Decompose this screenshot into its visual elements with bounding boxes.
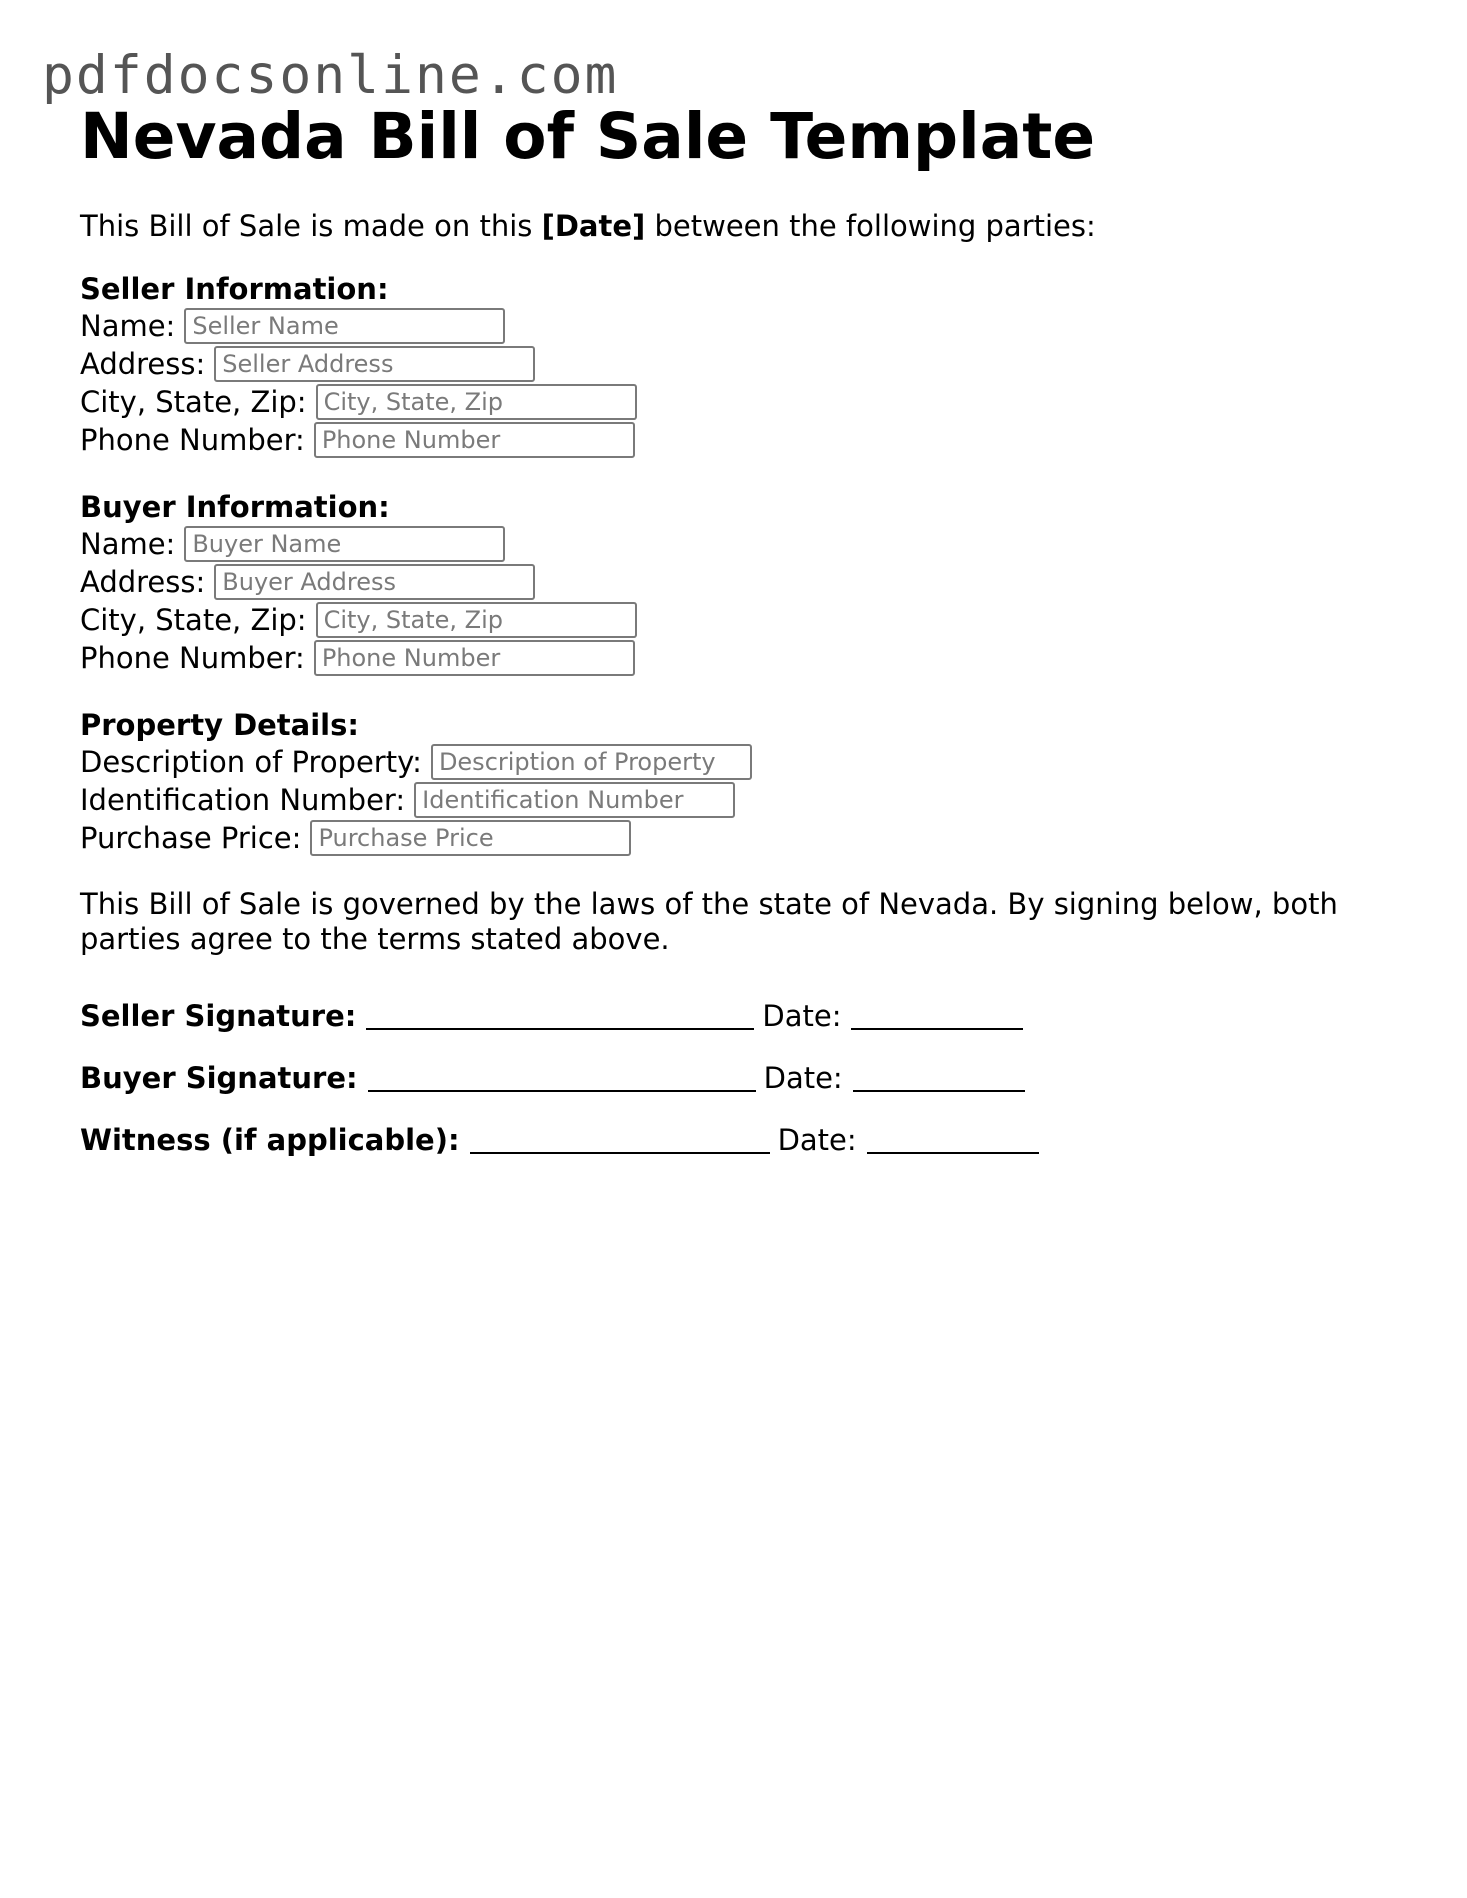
buyer-name-input[interactable] [184,526,505,562]
property-description-input[interactable] [431,744,752,780]
seller-section [80,271,1400,459]
purchase-price-label: Purchase Price: [80,820,302,855]
property-id-label: Identification Number: [80,782,406,817]
intro-paragraph [80,208,1400,245]
buyer-address-input[interactable] [214,564,535,600]
buyer-name-row [80,525,1400,563]
seller-signature-row [80,985,1400,1047]
seller-name-input[interactable] [184,308,505,344]
witness-signature-label: Witness (if applicable): [80,1122,460,1157]
seller-phone-label: Phone Number: [80,422,305,457]
buyer-section [80,489,1400,677]
seller-phone-row [80,421,1400,459]
buyer-phone-input[interactable] [314,640,635,676]
witness-signature-line[interactable] [470,1122,770,1154]
seller-city-state-zip-label: City, State, Zip: [80,384,307,419]
buyer-city-state-zip-row [80,601,1400,639]
buyer-signature-line[interactable] [368,1060,756,1092]
property-section [80,707,1400,857]
property-description-row [80,743,1400,781]
page-title: Nevada Bill of Sale Template [80,100,1096,173]
witness-date-line[interactable] [867,1122,1039,1154]
buyer-date-label: Date: [763,1060,843,1095]
buyer-signature-label: Buyer Signature: [80,1060,358,1095]
buyer-date-line[interactable] [853,1060,1025,1092]
buyer-name-label: Name: [80,526,176,561]
watermark: pdfdocsonline.com [42,45,619,106]
seller-date-line[interactable] [851,998,1023,1030]
governing-paragraph: This Bill of Sale is governed by the laws of the state of Nevada. By signing below, both parties agree to the terms stated above. [80,887,1338,956]
witness-date-label: Date: [777,1122,857,1157]
seller-signature-label: Seller Signature: [80,998,357,1033]
document-body [80,208,1400,1171]
property-heading: Property Details: [80,708,359,742]
purchase-price-row [80,819,1400,857]
property-id-row [80,781,1400,819]
buyer-address-row [80,563,1400,601]
seller-date-label: Date: [762,998,842,1033]
seller-heading: Seller Information: [80,272,389,306]
seller-city-state-zip-row [80,383,1400,421]
seller-name-label: Name: [80,308,176,343]
intro-date-token: [Date] [541,209,646,243]
seller-address-label: Address: [80,346,206,381]
seller-phone-input[interactable] [314,422,635,458]
property-description-label: Description of Property: [80,744,422,779]
buyer-city-state-zip-label: City, State, Zip: [80,602,307,637]
buyer-phone-label: Phone Number: [80,640,305,675]
buyer-heading: Buyer Information: [80,490,390,524]
buyer-signature-row [80,1047,1400,1109]
purchase-price-input[interactable] [310,820,631,856]
property-id-input[interactable] [414,782,735,818]
intro-text-before: This Bill of Sale is made on this [80,209,542,243]
seller-address-row [80,345,1400,383]
seller-signature-line[interactable] [366,998,754,1030]
witness-signature-row [80,1109,1400,1171]
seller-city-state-zip-input[interactable] [316,384,637,420]
seller-name-row [80,307,1400,345]
intro-text-after: between the following parties: [645,209,1096,243]
seller-address-input[interactable] [214,346,535,382]
buyer-city-state-zip-input[interactable] [316,602,637,638]
buyer-address-label: Address: [80,564,206,599]
buyer-phone-row [80,639,1400,677]
